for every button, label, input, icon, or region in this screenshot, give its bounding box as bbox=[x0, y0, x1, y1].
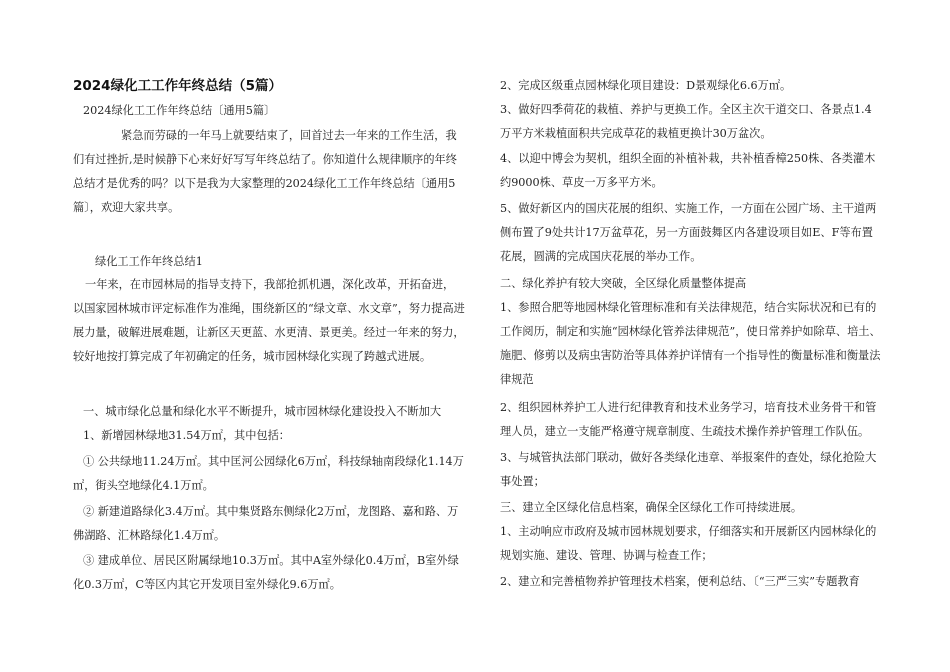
heading-3-item-2: 2、建立和完善植物养护管理技术档案，便利总结、〔“三严三实”专题教育 bbox=[500, 575, 860, 588]
list-item-2: 2、完成区级重点园林绿化项目建设：D景观绿化6.6万㎡。 bbox=[500, 79, 792, 92]
heading-3-item-1: 1、主动响应市政府及城市园林规划要求，仔细落实和开展新区内园林绿化的规划实施、建设、管理、协调与检查工作； bbox=[500, 525, 877, 562]
heading-3: 三、建立全区绿化信息档案，确保全区绿化工作可持续进展。 bbox=[500, 501, 803, 514]
section-title: 绿化工工作年终总结1 bbox=[95, 255, 203, 268]
list-item-1: 1、新增园林绿地31.54万㎡，其中包括： bbox=[83, 429, 290, 442]
list-item-1b: ② 新建道路绿化3.4万㎡。其中集贤路东侧绿化2万㎡，龙图路、嘉和路、万佛湖路、汇林路绿化1.4万㎡。 bbox=[73, 505, 459, 542]
document-subtitle: 2024绿化工工作年终总结〔通用5篇〕 bbox=[83, 104, 276, 117]
list-item-4: 4、以迎中博会为契机，组织全面的补植补栽，共补植香樟250株、各类灌木约9000株、草皮一万多平方米。 bbox=[500, 152, 876, 189]
heading-2-item-2: 2、组织园林养护工人进行纪律教育和技术业务学习，培育技术业务骨干和管理人员，建立一支能严格遵守规章制度、生疏技术操作养护管理工作队伍。 bbox=[500, 401, 877, 438]
heading-1: 一、城市绿化总量和绿化水平不断提升，城市园林绿化建设投入不断加大 bbox=[83, 405, 442, 418]
list-item-3: 3、做好四季荷花的栽植、养护与更换工作。全区主次干道交口、各景点1.4万平方米栽植面积共完成草花的栽植更换计30万盆次。 bbox=[500, 103, 872, 140]
paragraph-overview: 一年来，在市园林局的指导支持下，我部抢抓机遇，深化改革，开拓奋进，以国家园林城市评定标准作为准绳，围绕新区的“绿文章、水文章”，努力提高进展力量，破解进展难题，让新区天更蓝、水更清、景更美。经过一年来的努力，较好地按打算完成了年初确定的任务，城市园林绿化实现了跨越式进展。 bbox=[73, 278, 465, 363]
heading-2-item-3: 3、与城管执法部门联动，做好各类绿化违章、举报案件的查处，绿化抢险大事处置； bbox=[500, 451, 877, 488]
document-title: 2024绿化工工作年终总结（5篇） bbox=[73, 78, 282, 94]
heading-2-item-1: 1、参照合肥等地园林绿化管理标准和有关法律规范，结合实际状况和已有的工作阅历，制定和实施“园林绿化管养法律规范”，使日常养护如除草、培土、施肥、修剪以及病虫害防治等具体养护详情有一个指导性的衡量标准和衡量法律规范 bbox=[500, 301, 881, 386]
intro-paragraph: 紧急而劳碌的一年马上就要结束了，回首过去一年来的工作生活，我们有过挫折,是时候静下心来好好写写年终总结了。你知道什么规律顺序的年终总结才是优秀的吗？以下是我为大家整理的2024绿化工工作年终总结〔通用5篇〕，欢迎大家共享。 bbox=[73, 129, 457, 214]
list-item-1a: ① 公共绿地11.24万㎡。其中匡河公园绿化6万㎡，科技绿轴南段绿化1.14万㎡，街头空地绿化4.1万㎡。 bbox=[73, 455, 464, 492]
list-item-5: 5、做好新区内的国庆花展的组织、实施工作，一方面在公园广场、主干道两侧布置了9处共计17万盆草花，另一方面鼓舞区内各建设项目如E、F等布置花展，圆满的完成国庆花展的举办工作。 bbox=[500, 202, 877, 263]
heading-2: 二、绿化养护有较大突破，全区绿化质量整体提高 bbox=[500, 277, 747, 290]
list-item-1c: ③ 建成单位、居民区附属绿地10.3万㎡。其中A室外绿化0.4万㎡，B室外绿化0.3万㎡，C等区内其它开发项目室外绿化9.6万㎡。 bbox=[73, 554, 459, 591]
